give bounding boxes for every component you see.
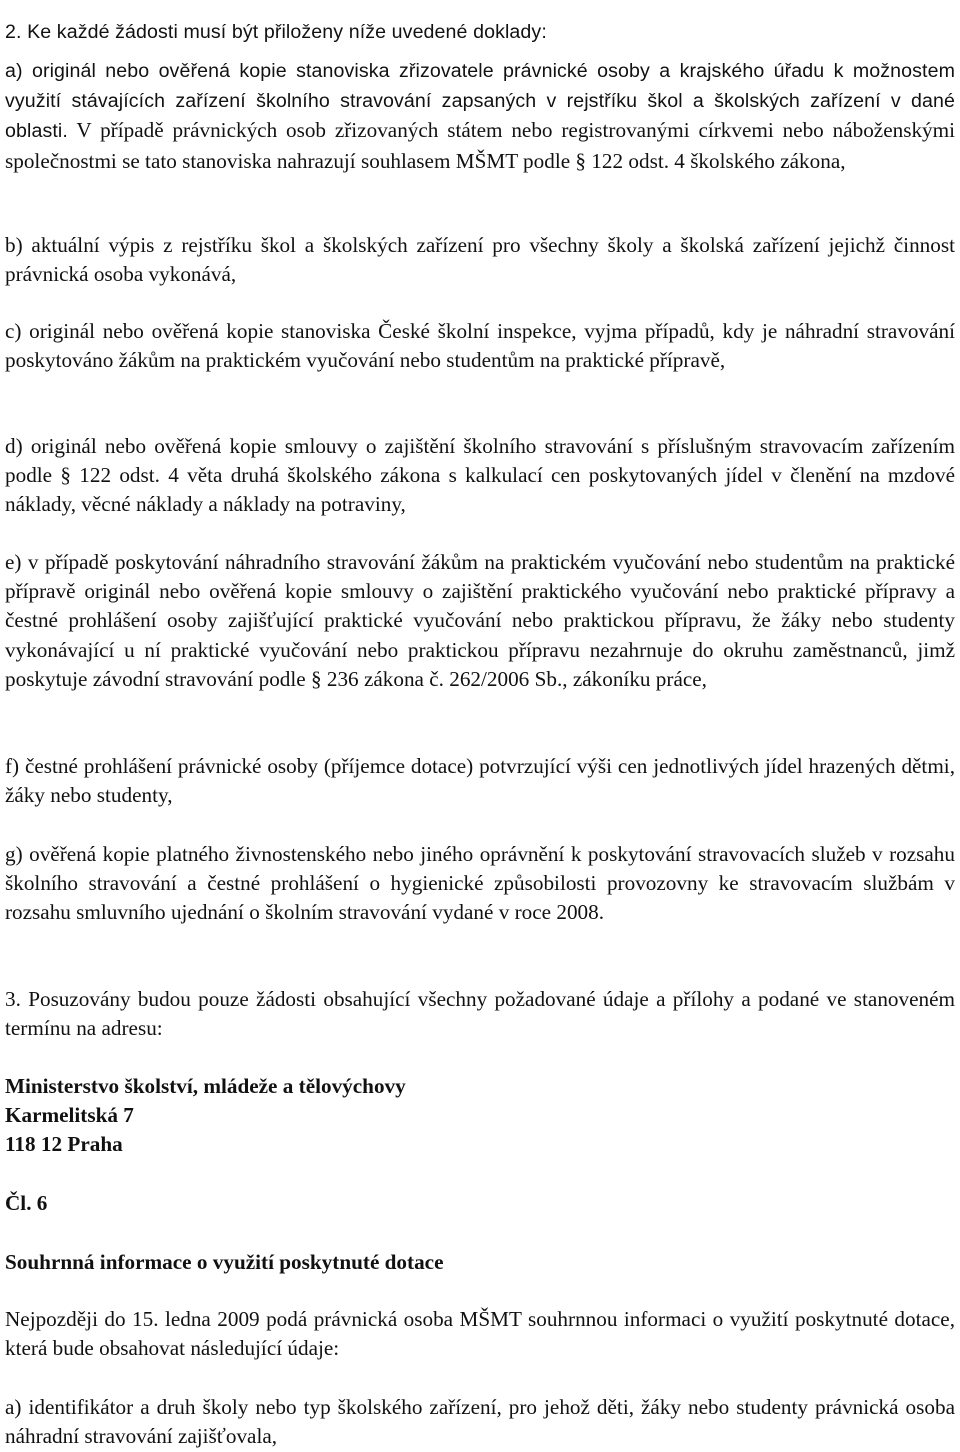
requirement-g: g) ověřená kopie platného živnostenského nebo jiného oprávnění k poskytování stravovacích služeb v rozsahu školního stravování a čestné prohlášení o hygienické způsobilosti provozovny ke stravovacím službám v rozsahu smluvního ujednání o školním stravování vydané v roce 2008. — [5, 842, 955, 925]
requirement-d: d) originál nebo ověřená kopie smlouvy o zajištění školního stravování s příslušným stravovacím zařízením podle § 122 odst. 4 věta druhá školského zákona s kalkulací cen poskytovaných jídel v členění na mzdové náklady, věcné náklady a náklady na potraviny, — [5, 434, 955, 517]
final-item-a: a) identifikátor a druh školy nebo typ školského zařízení, pro jehož děti, žáky nebo studenty právnická osoba náhradní stravování zajišťovala, — [5, 1395, 955, 1449]
requirement-b: b) aktuální výpis z rejstříku škol a školských zařízení pro všechny školy a školská zařízení jejichž činnost právnická osoba vykonává, — [5, 233, 955, 287]
requirement-e: e) v případě poskytování náhradního stravování žákům na praktickém vyučování nebo studentům na praktické přípravě originál nebo ověřená kopie smlouvy o zajištění praktického vyučování nebo praktické přípravy a čestné prohlášení osoby zajišťující praktické vyučování nebo praktickou přípravu, že žáky nebo studenty vykonávající u ní praktické vyučování nebo praktickou přípravu nezahrnuje do okruhu zaměstnanců, jimž poskytuje závodní stravování podle § 236 zákona č. 262/2006 Sb., zákoníku práce, — [5, 550, 955, 691]
intro-line: 2. Ke každé žádosti musí být přiloženy níže uvedené doklady: — [5, 20, 547, 43]
address-block — [5, 1072, 955, 1160]
article-title: Souhrnná informace o využití poskytnuté dotace — [5, 1250, 444, 1274]
article-number: Čl. 6 — [5, 1191, 48, 1215]
address-ministry: Ministerstvo školství, mládeže a tělovýchovy — [5, 1074, 406, 1098]
requirement-a-sans-part: a) originál nebo ověřená kopie stanoviska zřizovatele právnické osoby a krajského úřadu k možnostem využití stávajících zařízení školního stravování zapsaných v rejstříku škol a školských zařízení v dané oblasti. — [5, 60, 955, 143]
deadline-paragraph: Nejpozději do 15. ledna 2009 podá právnická osoba MŠMT souhrnnou informaci o využití poskytnuté dotace, která bude obsahovat následující údaje: — [5, 1307, 955, 1361]
point-3: 3. Posuzovány budou pouze žádosti obsahující všechny požadované údaje a přílohy a podané ve stanoveném termínu na adresu: — [5, 987, 955, 1041]
requirement-c: c) originál nebo ověřená kopie stanoviska České školní inspekce, vyjma případů, kdy je náhradní stravování poskytováno žákům na praktickém vyučování nebo studentům na praktické přípravě, — [5, 319, 955, 373]
address-city: 118 12 Praha — [5, 1132, 123, 1157]
requirement-a-serif-part: V případě právnických osob zřizovaných státem nebo registrovanými církvemi nebo náboženskými společnostmi se tato stanoviska nahrazují souhlasem MŠMT podle § 122 odst. 4 školského zákona, — [5, 118, 955, 173]
address-street: Karmelitská 7 — [5, 1103, 134, 1128]
requirement-a — [5, 56, 955, 176]
requirement-f: f) čestné prohlášení právnické osoby (příjemce dotace) potvrzující výši cen jednotlivých jídel hrazených dětmi, žáky nebo studenty, — [5, 754, 955, 808]
